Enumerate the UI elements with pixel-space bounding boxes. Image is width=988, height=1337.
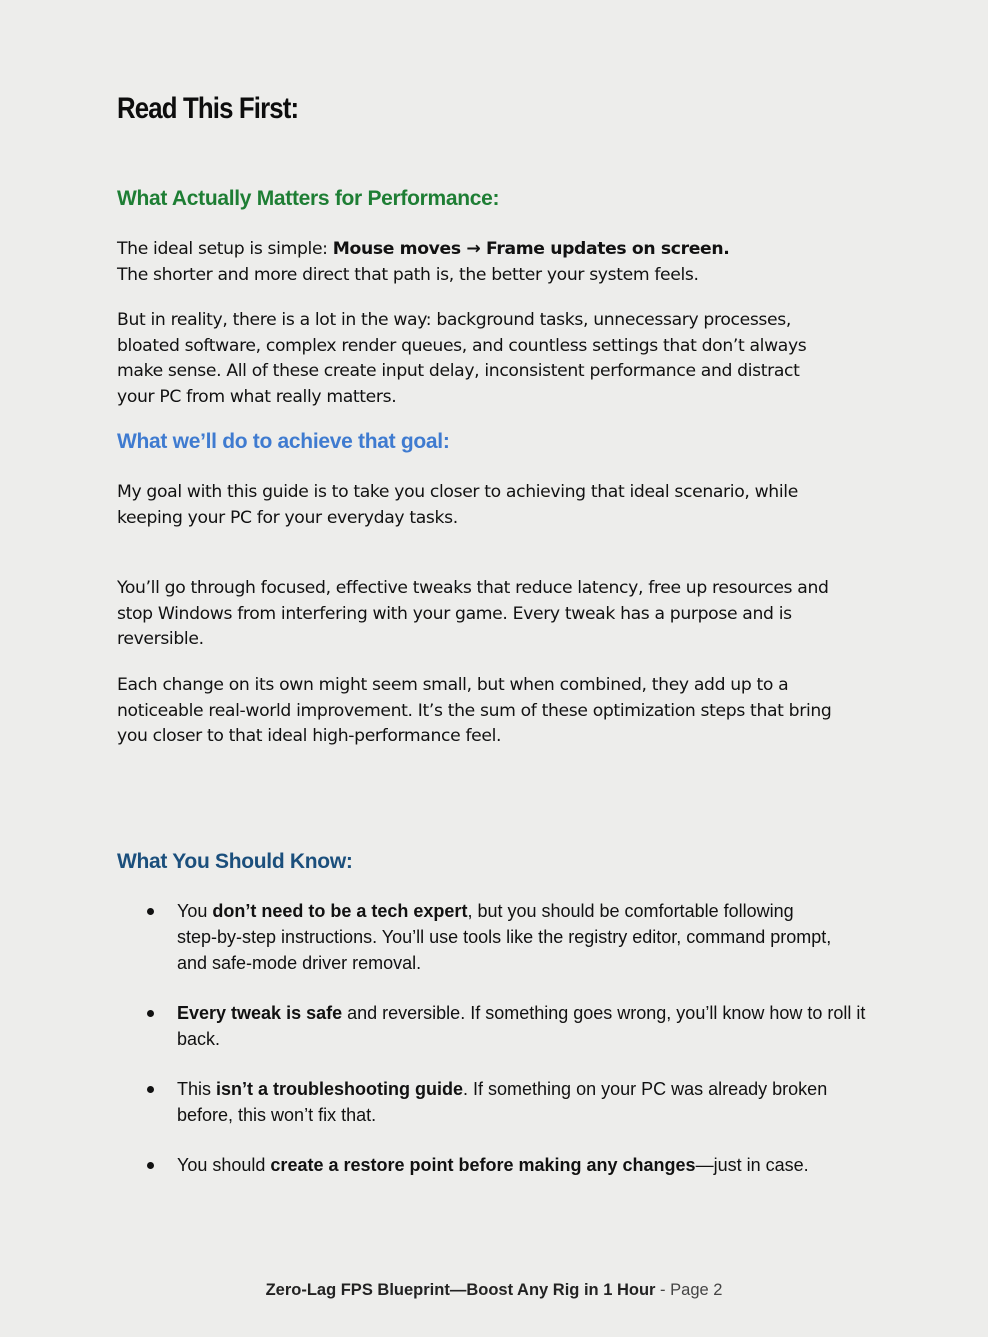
list-item-line [177,1152,867,1178]
text-run: You [177,901,213,921]
bold-text: create a restore point before making any changes [270,1155,696,1175]
section-heading-know: What You Should Know: [117,850,353,873]
list-item-line: and safe-mode driver removal. [177,953,422,973]
paragraph-line: make sense. All of these create input delay, inconsistent performance and distract [117,361,800,381]
text-run: The ideal setup is simple: [117,239,333,259]
paragraph-line: My goal with this guide is to take you closer to achieving that ideal scenario, while [117,482,798,502]
bold-text: don’t need to be a tech expert [212,901,468,921]
page-title: Read This First: [117,92,299,125]
paragraph-reality [117,308,887,410]
paragraph-line: stop Windows from interfering with your game. Every tweak has a purpose and is [117,603,792,624]
list-item [147,1000,867,1052]
text-run: You should [177,1155,271,1175]
paragraph-line: you closer to that ideal high-performance feel. [117,726,502,746]
text-run: , but you should be comfortable following [467,901,794,921]
paragraph-line: But in reality, there is a lot in the way: background tasks, unnecessary processes, [117,310,791,330]
bold-text: Every tweak is safe [177,1003,343,1023]
list-item-line [177,898,867,924]
paragraph-ideal-setup [117,237,887,288]
list-item [147,1152,867,1178]
text-run: —just in case. [695,1155,809,1175]
footer-page-number: - Page 2 [655,1281,723,1299]
bullet-icon [147,1086,154,1093]
paragraph-each-change [117,673,887,750]
paragraph-tweaks [117,576,887,653]
bold-text: isn’t a troubleshooting guide [216,1079,464,1099]
page-footer [0,1281,988,1300]
list-item-line [177,1076,867,1102]
paragraph-line: Each change on its own might seem small, but when combined, they add up to a [117,675,789,695]
paragraph-line [117,237,887,263]
bullet-icon [147,1162,154,1169]
list-item-line: before, this won’t fix that. [177,1105,377,1125]
text-run: . If something on your PC was already broken [463,1079,828,1099]
paragraph-line: bloated software, complex render queues, and countless settings that don’t always [117,335,807,356]
paragraph-goal [117,480,887,531]
paragraph-line: noticeable real-world improvement. It’s the sum of these optimization steps that bring [117,700,832,721]
list-item [147,898,867,976]
paragraph-line: The shorter and more direct that path is, the better your system feels. [117,264,699,285]
paragraph-line: your PC from what really matters. [117,386,397,407]
list-item-line [177,1000,867,1026]
bullet-list [147,898,867,1202]
bullet-icon [147,1010,154,1017]
list-item-line: back. [177,1029,221,1049]
paragraph-line: keeping your PC for your everyday tasks. [117,507,458,528]
paragraph-line: You’ll go through focused, effective tweaks that reduce latency, free up resources and [117,578,829,598]
section-heading-goal: What we’ll do to achieve that goal: [117,430,450,453]
text-run: and reversible. If something goes wrong, you’ll know how to roll it [342,1003,866,1023]
list-item [147,1076,867,1128]
paragraph-line: reversible. [117,629,204,649]
footer-title: Zero-Lag FPS Blueprint—Boost Any Rig in 1 Hour [265,1281,656,1299]
bullet-icon [147,908,154,915]
list-item-line: step-by-step instructions. You’ll use tools like the registry editor, command prompt, [177,927,832,947]
section-heading-performance: What Actually Matters for Performance: [117,187,500,210]
text-run: This [177,1079,217,1099]
bold-text: Mouse moves → Frame updates on screen. [332,239,730,259]
